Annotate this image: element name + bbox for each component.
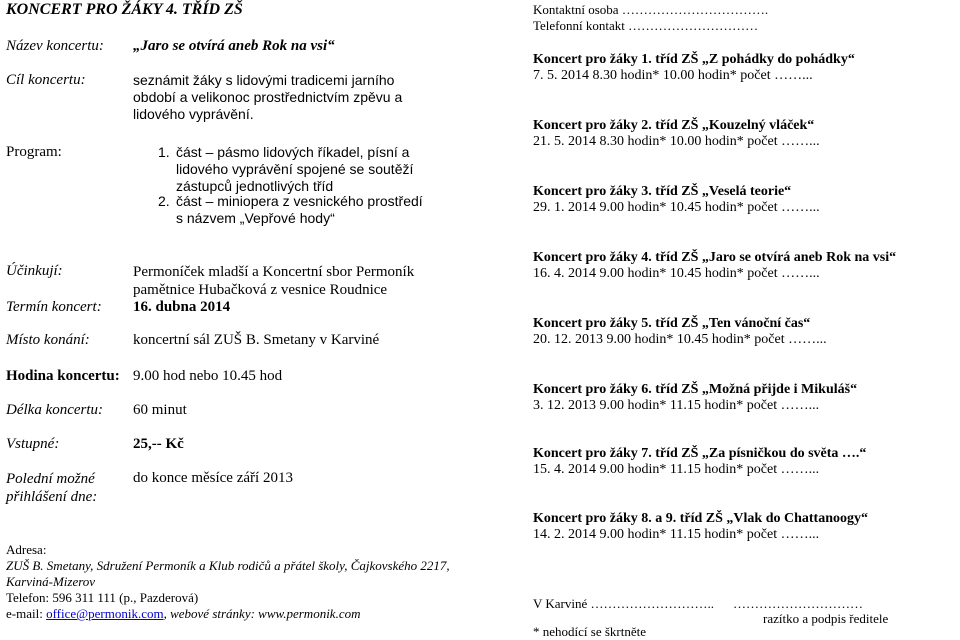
concert-detail: 3. 12. 2013 9.00 hodin* 11.15 hodin* počet ……... — [533, 398, 820, 413]
hodina-value: 9.00 hod nebo 10.45 hod — [133, 368, 283, 384]
concert-entry — [533, 52, 855, 84]
concert-title: Koncert pro žáky 3. tříd ZŠ „Veselá teorie“ — [533, 184, 792, 199]
vstupne-value: 25,-- Kč — [133, 436, 184, 452]
web-text: , webové stránky: www.permonik.com — [163, 606, 361, 621]
program-number: 2. — [158, 193, 170, 209]
ucinkuji-line: pamětnice Hubačková z vesnice Roudnice — [133, 282, 388, 298]
contact-person: Kontaktní osoba ……………………………. — [533, 2, 769, 17]
concert-title: Koncert pro žáky 8. a 9. tříd ZŠ „Vlak do Chattanoogy“ — [533, 511, 868, 526]
cil-value — [133, 72, 402, 123]
program-line: zástupců jednotlivých tříd — [176, 178, 334, 194]
termin-value: 16. dubna 2014 — [133, 299, 231, 315]
program-line: část – miniopera z vesnického prostředí — [176, 193, 423, 209]
program-line: lidového vyprávění spojené se soutěží — [176, 161, 414, 177]
vstupne-label: Vstupné: — [6, 436, 60, 452]
concert-detail: 15. 4. 2014 9.00 hodin* 11.15 hodin* počet ……... — [533, 462, 820, 477]
delka-value: 60 minut — [133, 402, 187, 418]
prihlaseni-label-line: Polední možné — [6, 471, 95, 487]
concert-title: Koncert pro žáky 7. tříd ZŠ „Za písničkou do světa ….“ — [533, 446, 867, 461]
address-phone: Telefon: 596 311 111 (p., Pazderová) — [6, 590, 199, 605]
email-prefix: e-mail: — [6, 606, 47, 621]
program-item-1 — [158, 144, 413, 195]
cil-line: seznámit žáky s lidovými tradicemi jarního — [133, 72, 395, 88]
cil-line: období a velikonoc prostřednictvím zpěvu a — [133, 89, 403, 105]
concert-detail: 14. 2. 2014 9.00 hodin* 11.15 hodin* počet ……... — [533, 527, 820, 542]
address-line: Karviná-Mizerov — [6, 574, 96, 589]
contact-phone: Telefonní kontakt ………………………… — [533, 18, 759, 33]
concert-entry — [533, 316, 827, 348]
concert-title: Koncert pro žáky 4. tříd ZŠ „Jaro se otvírá aneb Rok na vsi“ — [533, 250, 897, 265]
cil-label: Cíl koncertu: — [6, 72, 86, 88]
concert-detail: 16. 4. 2014 9.00 hodin* 10.45 hodin* počet ……... — [533, 266, 820, 281]
address-label: Adresa: — [6, 542, 47, 557]
concert-detail: 21. 5. 2014 8.30 hodin* 10.00 hodin* počet ……... — [533, 134, 820, 149]
page-title: KONCERT PRO ŽÁKY 4. TŘÍD ZŠ — [6, 1, 243, 18]
concert-detail: 7. 5. 2014 8.30 hodin* 10.00 hodin* počet ……... — [533, 68, 813, 83]
delka-label: Délka koncertu: — [6, 402, 104, 418]
program-line: s názvem „Vepřové hody“ — [176, 210, 335, 226]
ucinkuji-value — [133, 263, 414, 299]
program-number: 1. — [158, 144, 170, 160]
nazev-label: Název koncertu: — [6, 38, 104, 54]
ucinkuji-label: Účinkují: — [6, 263, 63, 279]
hodina-label: Hodina koncertu: — [6, 368, 120, 384]
program-item-2 — [158, 193, 423, 227]
registration-panel — [533, 0, 960, 638]
concert-title: Koncert pro žáky 1. tříd ZŠ „Z pohádky do pohádky“ — [533, 52, 855, 67]
termin-label: Termín koncert: — [6, 299, 102, 315]
concert-entry — [533, 511, 868, 543]
concert-title: Koncert pro žáky 5. tříd ZŠ „Ten vánoční čas“ — [533, 316, 811, 331]
signature-place: V Karviné ……………………….. — [533, 596, 715, 611]
footnote: * nehodící se škrtněte — [533, 624, 646, 639]
program-label: Program: — [6, 144, 62, 160]
misto-value: koncertní sál ZUŠ B. Smetany v Karviné — [133, 332, 380, 348]
concert-entry — [533, 446, 866, 478]
signature-label: razítko a podpis ředitele — [763, 611, 889, 626]
concert-detail: 20. 12. 2013 9.00 hodin* 10.45 hodin* počet ……... — [533, 332, 827, 347]
concert-detail: 29. 1. 2014 9.00 hodin* 10.45 hodin* počet ……... — [533, 200, 820, 215]
concert-entry — [533, 250, 896, 282]
concert-entry — [533, 184, 820, 216]
program-line: část – pásmo lidových říkadel, písní a — [176, 144, 410, 160]
nazev-value: „Jaro se otvírá aneb Rok na vsi“ — [133, 38, 335, 54]
concert-title: Koncert pro žáky 2. tříd ZŠ „Kouzelný vláček“ — [533, 118, 815, 133]
address-block — [6, 542, 450, 622]
email-link[interactable]: office@permonik.com — [46, 606, 164, 621]
concert-entry — [533, 118, 820, 150]
cil-line: lidového vyprávění. — [133, 106, 254, 122]
concert-entry — [533, 382, 857, 414]
prihlaseni-label — [6, 470, 97, 506]
misto-label: Místo konání: — [6, 332, 90, 348]
ucinkuji-line: Permoníček mladší a Koncertní sbor Permoník — [133, 264, 415, 280]
concert-title: Koncert pro žáky 6. tříd ZŠ „Možná přijde i Mikuláš“ — [533, 382, 858, 397]
prihlaseni-value: do konce měsíce září 2013 — [133, 470, 293, 486]
prihlaseni-label-line: přihlášení dne: — [6, 489, 98, 505]
address-contact — [6, 606, 450, 622]
address-line: ZUŠ B. Smetany, Sdružení Permoník a Klub rodičů a přátel školy, Čajkovského 2217, — [6, 558, 450, 573]
signature-dots: ………………………… — [733, 596, 863, 611]
